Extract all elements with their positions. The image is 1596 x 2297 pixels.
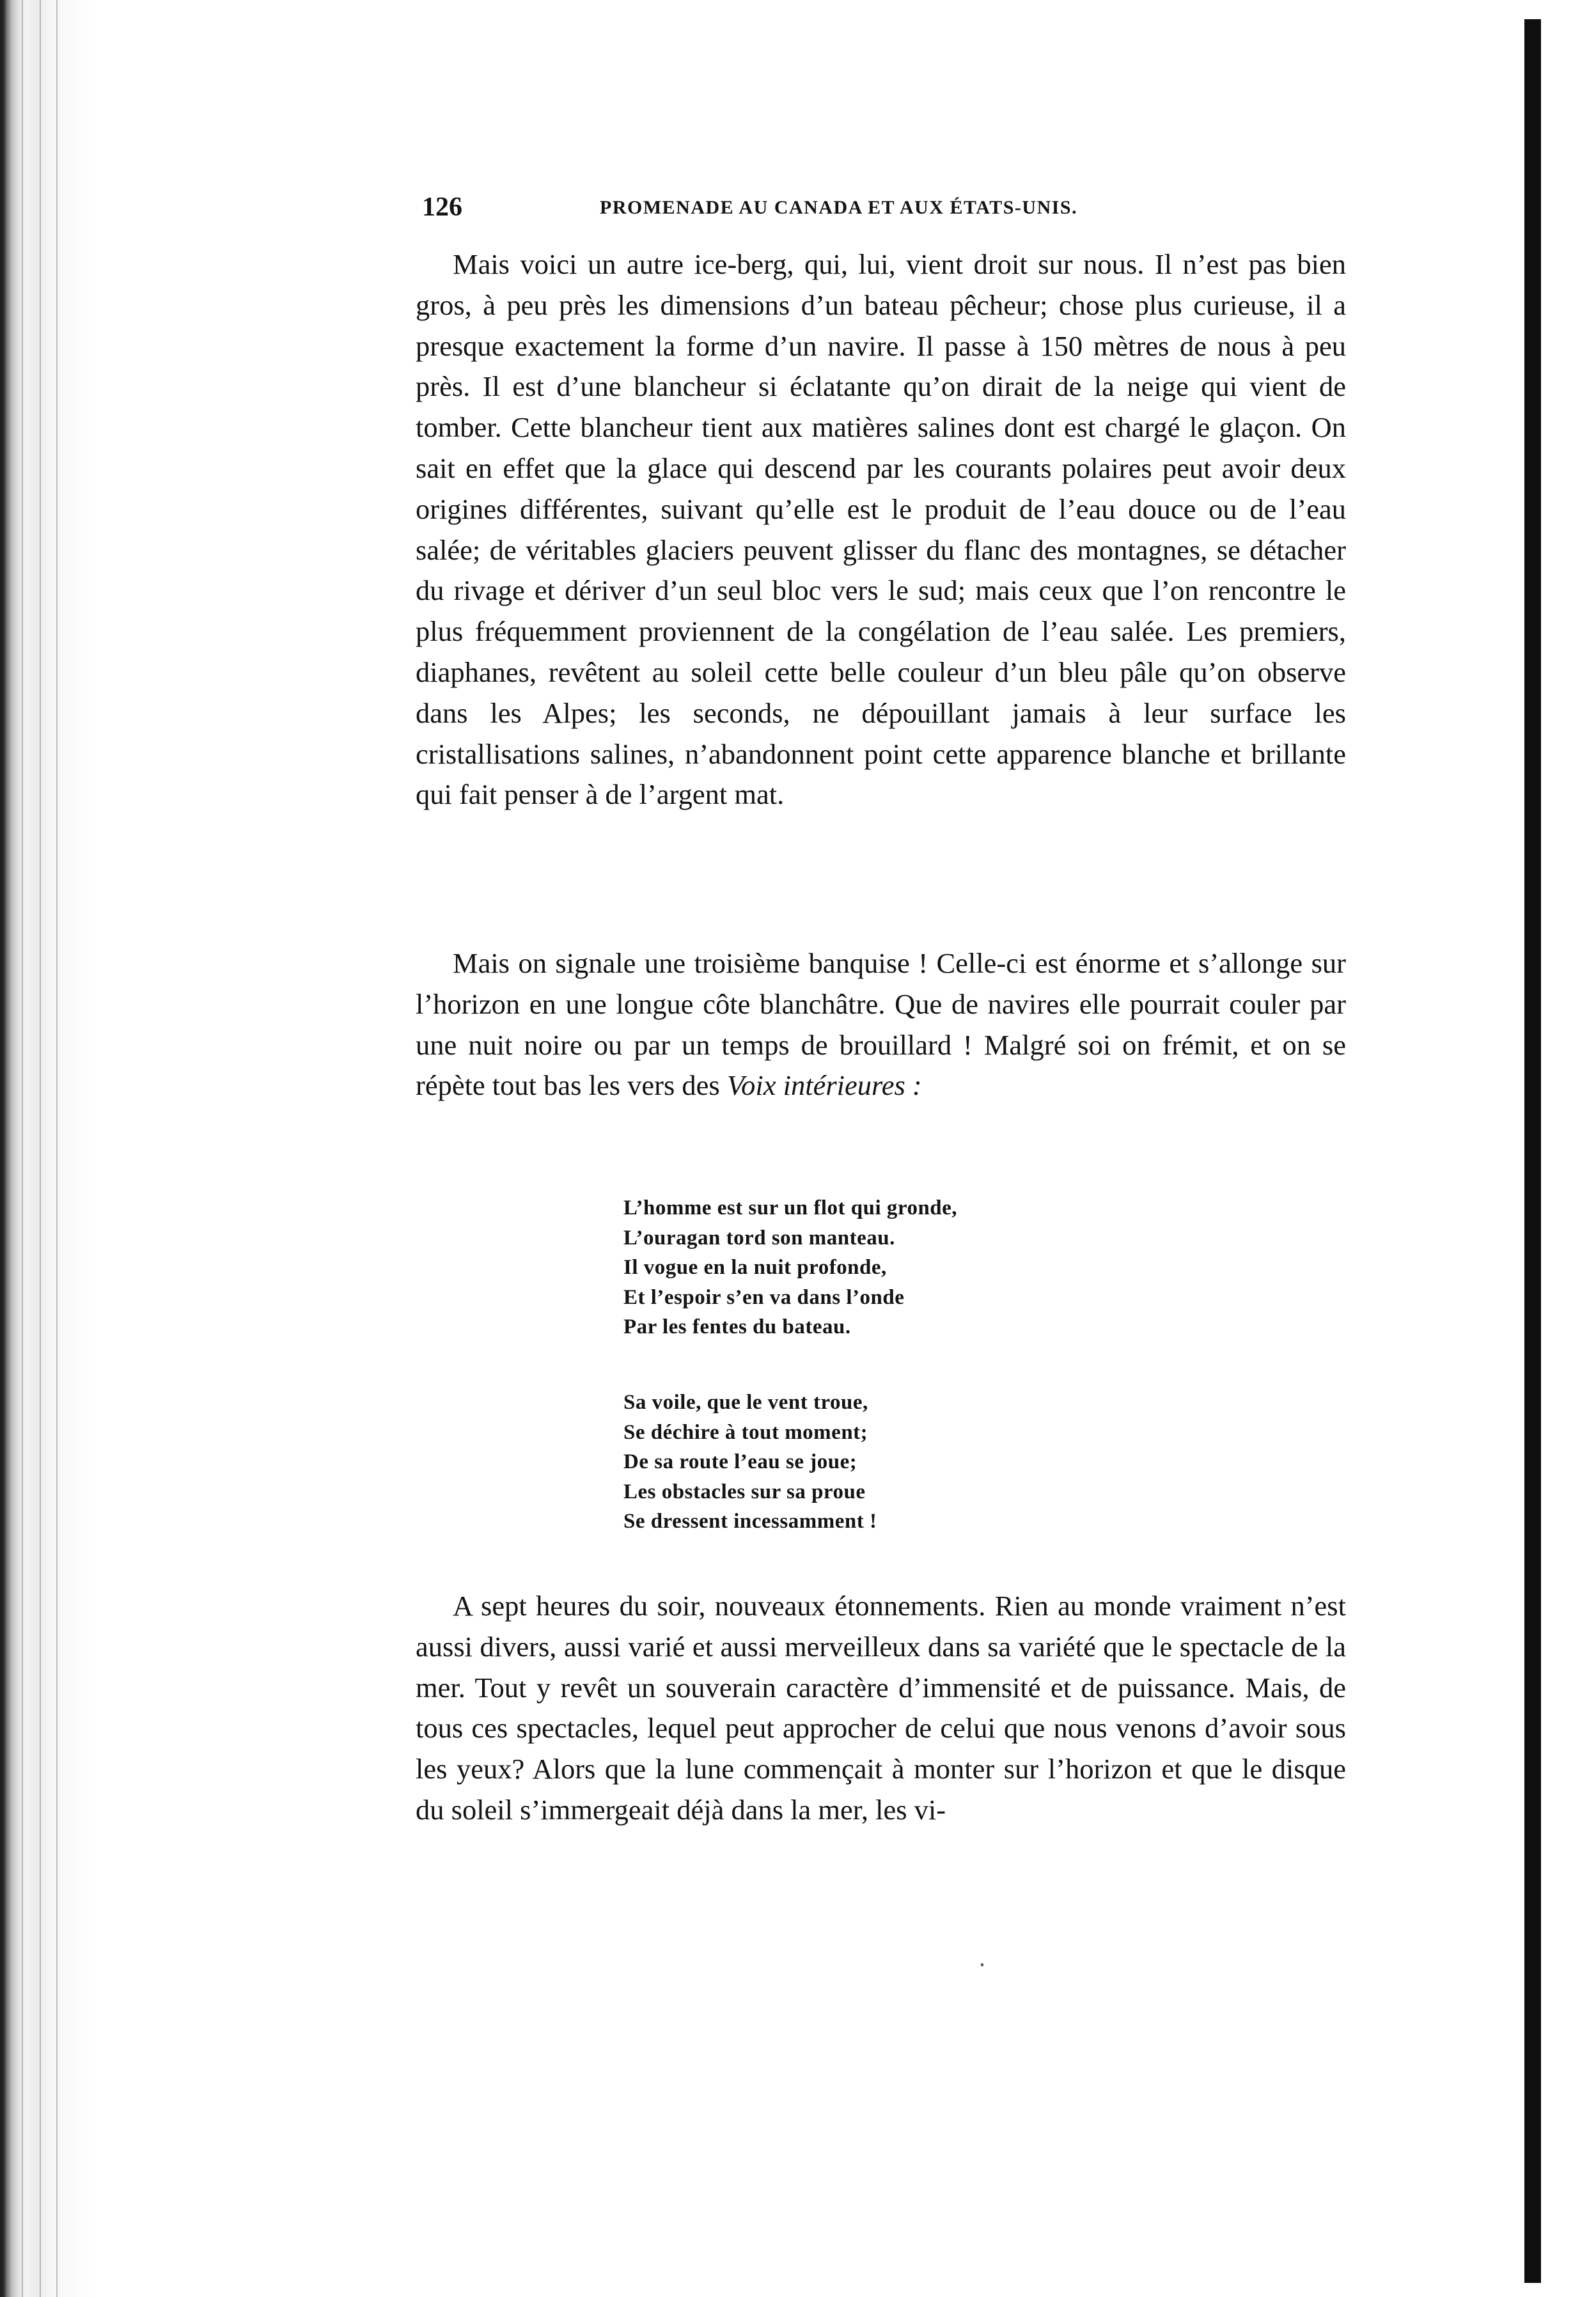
poem-line: L’ouragan tord son manteau. — [623, 1226, 895, 1250]
paragraph-evening-text: A sept heures du soir, nouveaux étonnements. Rien au monde vraiment n’est aussi divers, aussi varié et aussi merveilleux dans sa variété que le spectacle de la mer. Tout y revêt un souverain caractère d’immensité et de puissance. Mais, de tous ces spectacles, lequel peut approcher de celui que nous venons d’avoir sous les yeux? Alors que la lune commençait à monter sur l’horizon et que le disque du soleil s’immergeait déjà dans la mer, les vi- — [416, 1590, 1346, 1826]
paragraph-evening — [416, 1586, 1346, 1831]
poem-line: Les obstacles sur sa proue — [623, 1480, 866, 1503]
poem-line: Sa voile, que le vent troue, — [623, 1391, 868, 1414]
poem-stanza-1 — [623, 1193, 1071, 1342]
poem-line: Se déchire à tout moment; — [623, 1420, 868, 1444]
poem-line: Se dressent incessamment ! — [623, 1510, 877, 1533]
poem-line: De sa route l’eau se joue; — [623, 1450, 857, 1473]
paragraph-iceberg: Mais voici un autre ice-berg, qui, lui, vient droit sur nous. Il n’est pas bien gros, à peu près les dimensions d’un bateau pêcheur; chose plus curieuse, il a presque exactement la forme d’un navire. Il passe à 150 mètres de nous à peu près. Il est d’une blancheur si éclatante qu’on dirait de la neige qui vient de tomber. Cette blancheur tient aux matières salines dont est chargé le glaçon. On sait en effet que la glace qui descend par les courants polaires peut avoir deux origines différentes, suivant qu’elle est le produit de l’eau douce ou de l’eau salée; de véritables glaciers peuvent glisser du flanc des montagnes, se détacher du rivage et dériver d’un seul bloc vers le sud; mais ceux que l’on rencontre le plus fréquemment proviennent de la congélation de l’eau salée. Les premiers, diaphanes, revêtent au soleil cette belle couleur d’un bleu pâle qu’on observe dans les Alpes; les seconds, ne dépouillant jamais à leur surface les cristallisations salines, n’abandonnent point cette apparence blanche et brillante qui fait penser à de l’argent mat. — [416, 248, 1346, 811]
book-title-italic: Voix intérieures : — [726, 1069, 922, 1102]
paragraph-banquise-text: Mais on signale une troisième banquise ! Celle-ci est énorme et s’allonge sur l’horizon en une longue côte blanchâtre. Que de navires elle pourrait couler par une nuit noire ou par un temps de brouillard ! Malgré soi on frémit, et on se répète tout bas les vers des — [416, 947, 1346, 1102]
poem-line: Par les fentes du bateau. — [623, 1315, 851, 1338]
paragraph-banquise — [416, 943, 1346, 1106]
poem-line: L’homme est sur un flot qui gronde, — [623, 1196, 958, 1219]
poem-line: Et l’espoir s’en va dans l’onde — [623, 1285, 905, 1309]
running-head — [422, 192, 1196, 230]
page-number: 126 — [422, 192, 462, 222]
running-title: PROMENADE AU CANADA ET AUX ÉTATS-UNIS. — [600, 197, 1078, 218]
scan-speck — [981, 1963, 983, 1966]
poem-line: Il vogue en la nuit profonde, — [623, 1256, 887, 1279]
poem-stanza-2 — [623, 1388, 1071, 1537]
